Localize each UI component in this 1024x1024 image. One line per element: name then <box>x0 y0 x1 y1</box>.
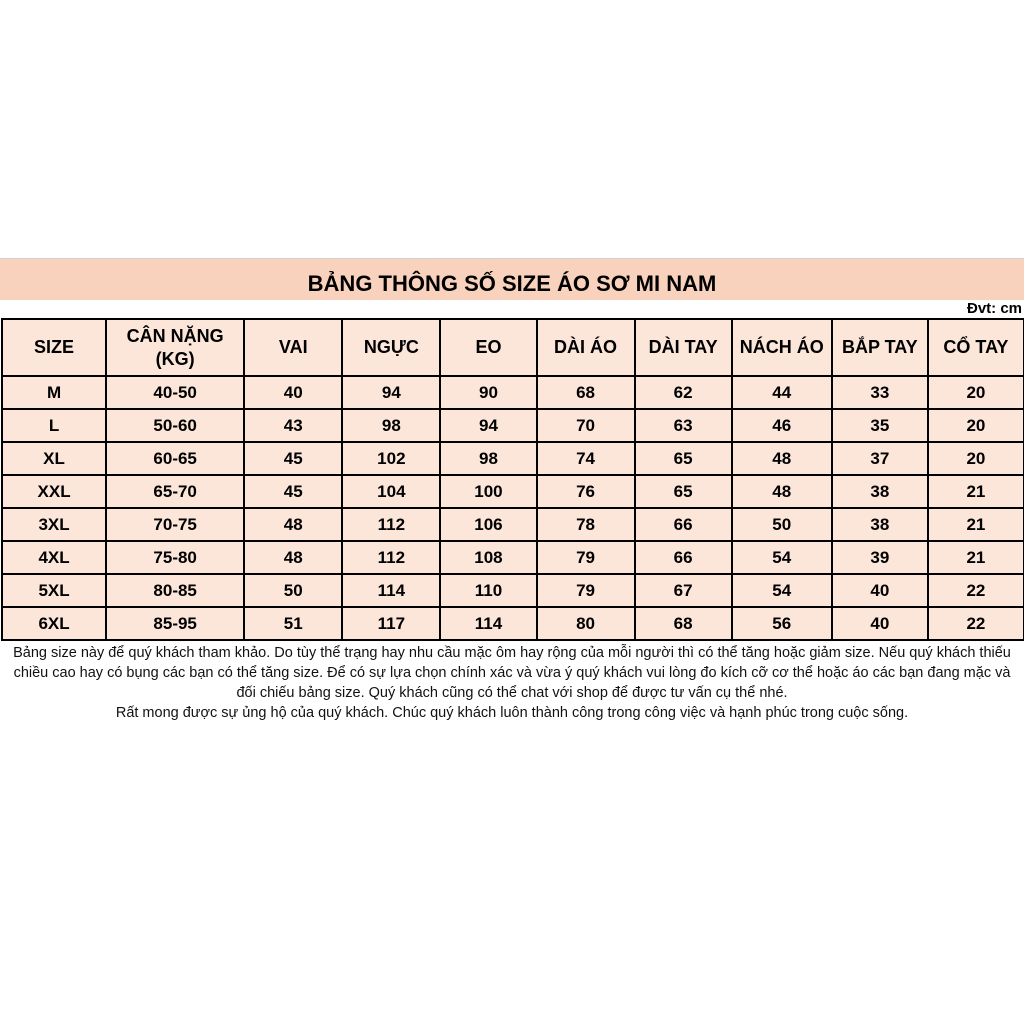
value-cell: 80-85 <box>106 574 244 607</box>
value-cell: 35 <box>832 409 928 442</box>
value-cell: 110 <box>440 574 536 607</box>
value-cell: 20 <box>928 409 1024 442</box>
title-band <box>0 258 1024 300</box>
value-cell: 22 <box>928 574 1024 607</box>
value-cell: 22 <box>928 607 1024 640</box>
value-cell: 20 <box>928 442 1024 475</box>
value-cell: 66 <box>635 541 732 574</box>
value-cell: 65 <box>635 442 732 475</box>
value-cell: 37 <box>832 442 928 475</box>
value-cell: 80 <box>537 607 635 640</box>
value-cell: 79 <box>537 541 635 574</box>
value-cell: 46 <box>732 409 832 442</box>
table-row <box>2 541 1024 574</box>
note-paragraph: Rất mong được sự ủng hộ của quý khách. Chúc quý khách luôn thành công trong công việc và hạnh phúc trong cuộc sống. <box>115 705 909 721</box>
chart-title: BẢNG THÔNG SỐ SIZE ÁO SƠ MI NAM <box>307 270 717 296</box>
value-cell: 48 <box>732 442 832 475</box>
value-cell: 20 <box>928 376 1024 409</box>
value-cell: 117 <box>342 607 440 640</box>
value-cell: 43 <box>244 409 342 442</box>
value-cell: 78 <box>537 508 635 541</box>
value-cell: 62 <box>635 376 732 409</box>
value-cell: 66 <box>635 508 732 541</box>
col-header: DÀI TAY <box>635 319 732 376</box>
value-cell: 70-75 <box>106 508 244 541</box>
value-cell: 76 <box>537 475 635 508</box>
header-row <box>2 319 1024 376</box>
unit-label: Đvt: cm <box>966 300 1022 317</box>
size-cell: 3XL <box>2 508 106 541</box>
value-cell: 21 <box>928 541 1024 574</box>
value-cell: 21 <box>928 475 1024 508</box>
value-cell: 74 <box>537 442 635 475</box>
size-chart-sheet <box>0 258 1024 723</box>
value-cell: 40 <box>832 574 928 607</box>
value-cell: 39 <box>832 541 928 574</box>
value-cell: 50-60 <box>106 409 244 442</box>
value-cell: 67 <box>635 574 732 607</box>
size-note <box>0 641 1024 723</box>
size-cell: XXL <box>2 475 106 508</box>
value-cell: 21 <box>928 508 1024 541</box>
size-cell: XL <box>2 442 106 475</box>
value-cell: 48 <box>244 508 342 541</box>
col-header: DÀI ÁO <box>537 319 635 376</box>
value-cell: 104 <box>342 475 440 508</box>
value-cell: 98 <box>440 442 536 475</box>
value-cell: 112 <box>342 508 440 541</box>
col-header: VAI <box>244 319 342 376</box>
table-row <box>2 376 1024 409</box>
value-cell: 40 <box>244 376 342 409</box>
value-cell: 40 <box>832 607 928 640</box>
value-cell: 45 <box>244 475 342 508</box>
value-cell: 108 <box>440 541 536 574</box>
value-cell: 75-80 <box>106 541 244 574</box>
table-row <box>2 508 1024 541</box>
col-header: CỔ TAY <box>928 319 1024 376</box>
value-cell: 54 <box>732 541 832 574</box>
value-cell: 112 <box>342 541 440 574</box>
value-cell: 85-95 <box>106 607 244 640</box>
col-header: SIZE <box>2 319 106 376</box>
value-cell: 114 <box>342 574 440 607</box>
size-cell: L <box>2 409 106 442</box>
value-cell: 54 <box>732 574 832 607</box>
table-row <box>2 409 1024 442</box>
col-header: NÁCH ÁO <box>732 319 832 376</box>
size-cell: 5XL <box>2 574 106 607</box>
value-cell: 48 <box>244 541 342 574</box>
value-cell: 79 <box>537 574 635 607</box>
table-row <box>2 442 1024 475</box>
size-cell: M <box>2 376 106 409</box>
note-paragraph: Bảng size này để quý khách tham khảo. Do tùy thể trạng hay nhu cầu mặc ôm hay rộng của mỗi người thì có thể tăng hoặc giảm size. Nếu quý khách thiếu chiều cao hay có bụng các bạn có thể tăng size. Để có sự lựa chọn chính xác và vừa ý quý khách vui lòng đo kích cỡ cơ thể hoặc áo các bạn đang mặc và đối chiếu bảng size. Quý khách cũng có thể chat với shop để được tư vấn cụ thể nhé. <box>13 645 1011 701</box>
col-header: CÂN NẶNG (KG) <box>106 319 244 376</box>
value-cell: 100 <box>440 475 536 508</box>
value-cell: 94 <box>342 376 440 409</box>
size-table <box>1 318 1024 641</box>
table-row <box>2 574 1024 607</box>
value-cell: 38 <box>832 475 928 508</box>
value-cell: 68 <box>635 607 732 640</box>
value-cell: 68 <box>537 376 635 409</box>
size-cell: 4XL <box>2 541 106 574</box>
value-cell: 33 <box>832 376 928 409</box>
value-cell: 94 <box>440 409 536 442</box>
value-cell: 45 <box>244 442 342 475</box>
value-cell: 102 <box>342 442 440 475</box>
value-cell: 51 <box>244 607 342 640</box>
value-cell: 98 <box>342 409 440 442</box>
value-cell: 50 <box>732 508 832 541</box>
value-cell: 65-70 <box>106 475 244 508</box>
col-header: BẮP TAY <box>832 319 928 376</box>
value-cell: 70 <box>537 409 635 442</box>
value-cell: 65 <box>635 475 732 508</box>
table-body <box>2 376 1024 640</box>
table-row <box>2 607 1024 640</box>
value-cell: 44 <box>732 376 832 409</box>
value-cell: 40-50 <box>106 376 244 409</box>
value-cell: 48 <box>732 475 832 508</box>
col-header: EO <box>440 319 536 376</box>
value-cell: 50 <box>244 574 342 607</box>
value-cell: 90 <box>440 376 536 409</box>
table-row <box>2 475 1024 508</box>
size-cell: 6XL <box>2 607 106 640</box>
value-cell: 60-65 <box>106 442 244 475</box>
value-cell: 63 <box>635 409 732 442</box>
value-cell: 38 <box>832 508 928 541</box>
value-cell: 56 <box>732 607 832 640</box>
unit-row <box>0 300 1024 318</box>
value-cell: 106 <box>440 508 536 541</box>
col-header: NGỰC <box>342 319 440 376</box>
value-cell: 114 <box>440 607 536 640</box>
